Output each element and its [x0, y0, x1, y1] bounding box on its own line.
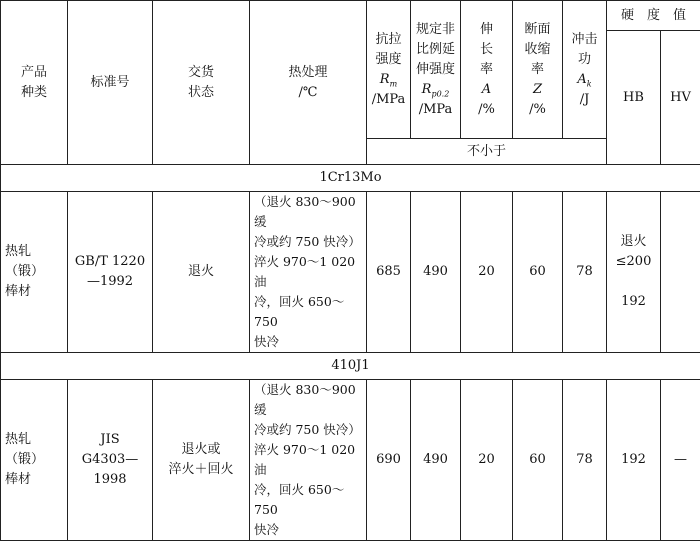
cell-tensile: 685 — [367, 192, 411, 353]
header-impact — [563, 1, 607, 139]
cell-hv: — — [661, 380, 700, 541]
cell-impact: 78 — [563, 380, 607, 541]
reduction-unit: /% — [529, 102, 546, 117]
header-yield — [411, 1, 461, 139]
cell-product: 热轧（锻） 棒材 — [1, 380, 68, 541]
header-hb: HB — [607, 31, 661, 165]
reduction-symbol: Z — [533, 82, 542, 97]
cell-elongation: 20 — [461, 192, 513, 353]
elongation-label: 伸 长 率 — [480, 22, 493, 77]
grade-label: 1Cr13Mo — [1, 165, 700, 192]
cell-hb: 退火 ≤200 192 — [607, 192, 661, 353]
grade-row — [1, 353, 700, 380]
impact-unit: /J — [580, 92, 590, 107]
header-elongation — [461, 1, 513, 139]
cell-hb: 192 — [607, 380, 661, 541]
header-hardness: 硬 度 值 — [607, 1, 700, 31]
header-row-1 — [1, 1, 700, 31]
cell-delivery: 退火 — [153, 192, 250, 353]
tensile-symbol: R — [380, 72, 390, 87]
cell-yield: 490 — [411, 380, 461, 541]
grade-row — [1, 165, 700, 192]
impact-symbol: A — [577, 72, 586, 87]
yield-unit: /MPa — [419, 102, 453, 117]
header-delivery: 交货 状态 — [153, 1, 250, 165]
cell-reduction: 60 — [513, 192, 563, 353]
cell-tensile: 690 — [367, 380, 411, 541]
cell-impact: 78 — [563, 192, 607, 353]
elongation-symbol: A — [482, 82, 491, 97]
elongation-unit: /% — [478, 102, 495, 117]
yield-label: 规定非 比例延 伸强度 — [416, 22, 455, 77]
cell-standard: GB/T 1220 —1992 — [68, 192, 153, 353]
cell-elongation: 20 — [461, 380, 513, 541]
header-hv: HV — [661, 31, 700, 165]
cell-heat-treatment: （退火 830～900 缓 冷或约 750 快冷） 淬火 970～1 020 油 冷，回火 650～750 快冷 — [250, 192, 367, 353]
impact-sub: k — [587, 79, 592, 88]
cell-yield: 490 — [411, 192, 461, 353]
header-tensile — [367, 1, 411, 139]
cell-reduction: 60 — [513, 380, 563, 541]
cell-delivery: 退火或 淬火＋回火 — [153, 380, 250, 541]
cell-hv — [661, 192, 700, 353]
table-row — [1, 380, 700, 541]
header-standard: 标准号 — [68, 1, 153, 165]
cell-product: 热轧（锻） 棒材 — [1, 192, 68, 353]
header-heat-treatment: 热处理 /℃ — [250, 1, 367, 165]
tensile-unit: /MPa — [372, 92, 406, 107]
yield-symbol: R — [422, 82, 432, 97]
tensile-sub: m — [390, 79, 398, 88]
grade-label: 410J1 — [1, 353, 700, 380]
table-row — [1, 192, 700, 353]
cell-heat-treatment: （退火 830～900 缓 冷或约 750 快冷） 淬火 970～1 020 油 冷，回火 650～750 快冷 — [250, 380, 367, 541]
header-product-type: 产品 种类 — [1, 1, 68, 165]
header-min-note: 不小于 — [367, 139, 607, 165]
tensile-label: 抗拉 强度 — [375, 32, 401, 67]
reduction-label: 断面 收缩 率 — [524, 22, 550, 77]
cell-standard: JIS G4303—1998 — [68, 380, 153, 541]
header-reduction — [513, 1, 563, 139]
impact-label: 冲击 功 — [571, 32, 597, 67]
yield-sub: p0.2 — [431, 89, 449, 98]
